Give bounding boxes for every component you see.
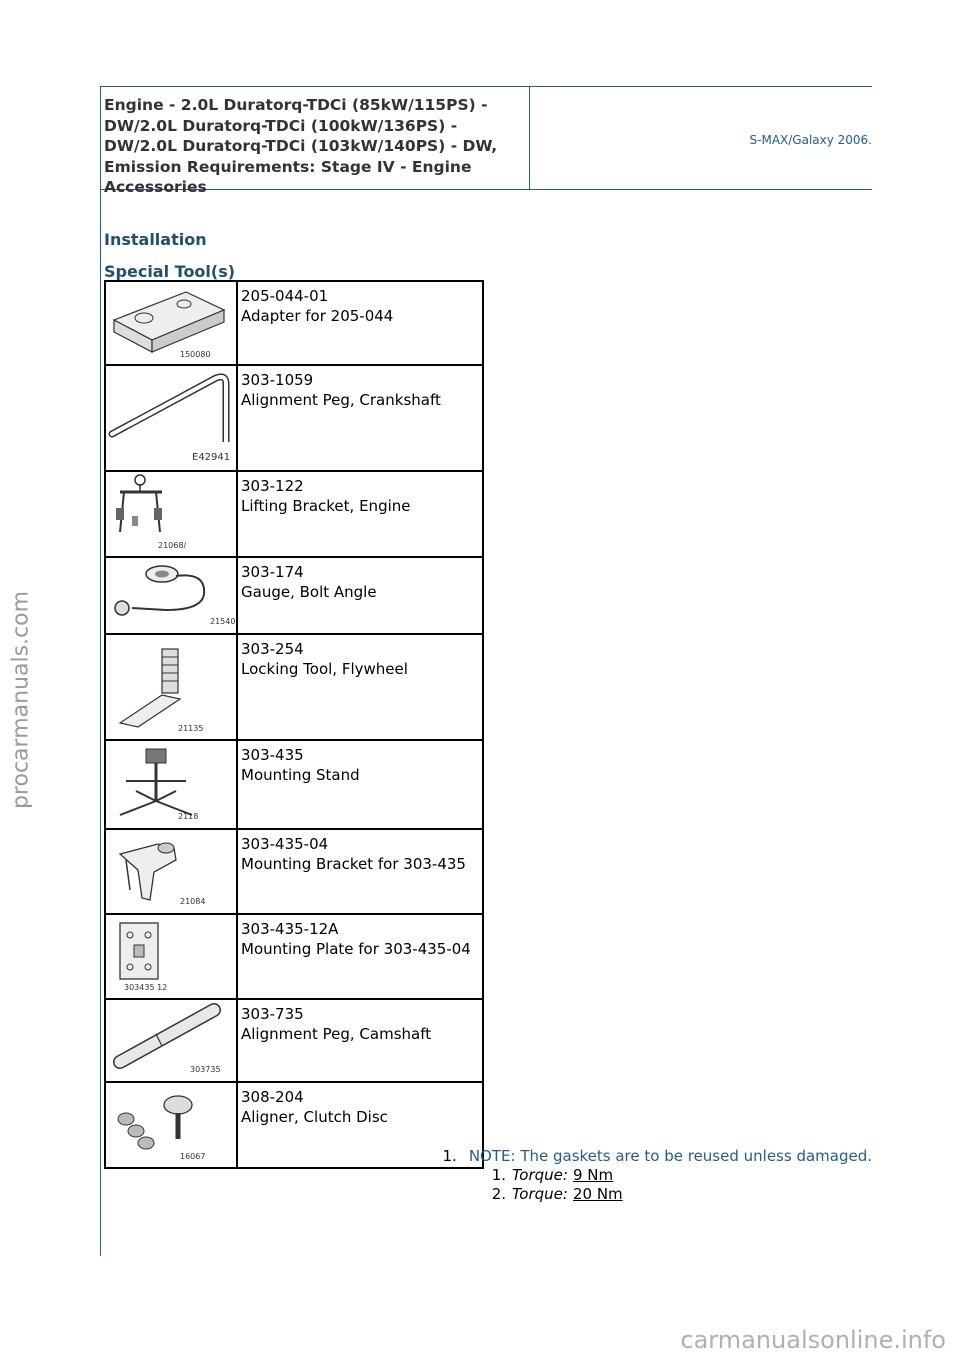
step-note[interactable]: NOTE: The gaskets are to be reused unless damaged. <box>468 1147 872 1165</box>
tool-number: 303-435-04 <box>241 835 329 853</box>
flywheel-lock-icon <box>106 635 232 735</box>
step-number: 1. <box>442 1147 457 1165</box>
special-tools-table <box>104 280 484 1169</box>
tool-number: 303-735 <box>241 1005 304 1023</box>
tool-row <box>105 999 483 1082</box>
lifting-bracket-icon <box>106 472 232 552</box>
tool-image-cell <box>105 740 237 829</box>
svg-text:21540: 21540 <box>210 617 236 626</box>
tool-text-cell <box>237 914 483 999</box>
tool-text-cell <box>237 999 483 1082</box>
tool-number: 308-204 <box>241 1088 304 1106</box>
tool-image-cell <box>105 1082 237 1168</box>
tool-text-cell <box>237 365 483 471</box>
procedure-steps <box>430 1146 872 1204</box>
mounting-bracket-icon <box>106 830 232 909</box>
step-item <box>430 1146 872 1166</box>
tool-number: 303-254 <box>241 640 304 658</box>
torque-label: Torque: <box>512 1166 568 1184</box>
header-model: S-MAX/Galaxy 2006. <box>749 133 872 147</box>
tool-number: 303-122 <box>241 477 304 495</box>
document-header <box>100 86 872 196</box>
svg-text:150080: 150080 <box>180 350 211 359</box>
torque-label: Torque: <box>512 1185 568 1203</box>
tool-row <box>105 1082 483 1168</box>
torque-value: 20 Nm <box>572 1185 623 1203</box>
svg-text:21135: 21135 <box>178 724 204 733</box>
sub-steps <box>478 1166 872 1204</box>
tool-number: 303-435-12A <box>241 920 339 938</box>
tool-text-cell <box>237 557 483 634</box>
header-title: Engine - 2.0L Duratorq-TDCi (85kW/115PS) - DW/2.0L Duratorq-TDCi (100kW/136PS) - DW/2.0L Duratorq-TDCi (103kW/140PS) - DW, Emission Requirements: Stage IV - Engine Accessories <box>104 96 498 196</box>
sub-step-number: 1. <box>491 1166 506 1184</box>
tool-description: Mounting Plate for 303-435-04 <box>241 940 471 958</box>
mounting-plate-icon <box>106 915 232 994</box>
header-divider <box>529 87 530 189</box>
svg-text:2118: 2118 <box>178 812 199 821</box>
tool-text-cell <box>237 829 483 914</box>
tool-number: 303-174 <box>241 563 304 581</box>
crankshaft-peg-icon <box>106 366 232 466</box>
tool-description: Gauge, Bolt Angle <box>241 583 377 601</box>
svg-text:21084: 21084 <box>180 897 206 906</box>
sub-step-item <box>478 1185 872 1204</box>
tool-image-cell <box>105 471 237 557</box>
svg-text:21068/: 21068/ <box>158 541 187 550</box>
torque-value: 9 Nm <box>572 1166 614 1184</box>
side-watermark: procarmanuals.com <box>8 590 34 810</box>
tool-image-cell <box>105 365 237 471</box>
tool-description: Adapter for 205-044 <box>241 307 394 325</box>
svg-text:E42941: E42941 <box>192 452 231 463</box>
tool-description: Aligner, Clutch Disc <box>241 1108 388 1126</box>
camshaft-peg-icon <box>106 1000 232 1077</box>
tool-row <box>105 740 483 829</box>
tool-row <box>105 914 483 999</box>
tool-image-cell <box>105 829 237 914</box>
left-rule <box>100 86 101 1256</box>
tool-description: Mounting Stand <box>241 766 360 784</box>
tool-number: 303-1059 <box>241 371 314 389</box>
tool-image-cell <box>105 999 237 1082</box>
tool-number: 303-435 <box>241 746 304 764</box>
sub-step-item <box>478 1166 872 1185</box>
tool-row <box>105 557 483 634</box>
adapter-block-icon <box>106 282 232 360</box>
svg-text:16067: 16067 <box>180 1152 206 1161</box>
tool-row <box>105 829 483 914</box>
svg-text:303735: 303735 <box>190 1065 221 1074</box>
tool-description: Alignment Peg, Camshaft <box>241 1025 432 1043</box>
angle-gauge-icon <box>106 558 236 629</box>
tool-text-cell <box>237 471 483 557</box>
tool-row <box>105 634 483 740</box>
tool-image-cell <box>105 914 237 999</box>
tool-text-cell <box>237 634 483 740</box>
svg-text:303435 12: 303435 12 <box>124 983 168 992</box>
tool-number: 205-044-01 <box>241 287 329 305</box>
tool-image-cell <box>105 281 237 365</box>
special-tools-title: Special Tool(s) <box>104 262 236 281</box>
tool-text-cell <box>237 281 483 365</box>
bottom-watermark: carmanualsonline.info <box>680 1326 946 1354</box>
tool-row <box>105 365 483 471</box>
sub-step-number: 2. <box>491 1185 506 1203</box>
tool-image-cell <box>105 634 237 740</box>
tool-description: Alignment Peg, Crankshaft <box>241 391 441 409</box>
tool-description: Lifting Bracket, Engine <box>241 497 411 515</box>
tool-text-cell <box>237 740 483 829</box>
mounting-stand-icon <box>106 741 232 824</box>
tool-description: Mounting Bracket for 303-435 <box>241 855 466 873</box>
clutch-aligner-icon <box>106 1083 232 1163</box>
tool-description: Locking Tool, Flywheel <box>241 660 408 678</box>
tool-row <box>105 281 483 365</box>
tool-image-cell <box>105 557 237 634</box>
tool-row <box>105 471 483 557</box>
section-title: Installation <box>104 230 207 249</box>
